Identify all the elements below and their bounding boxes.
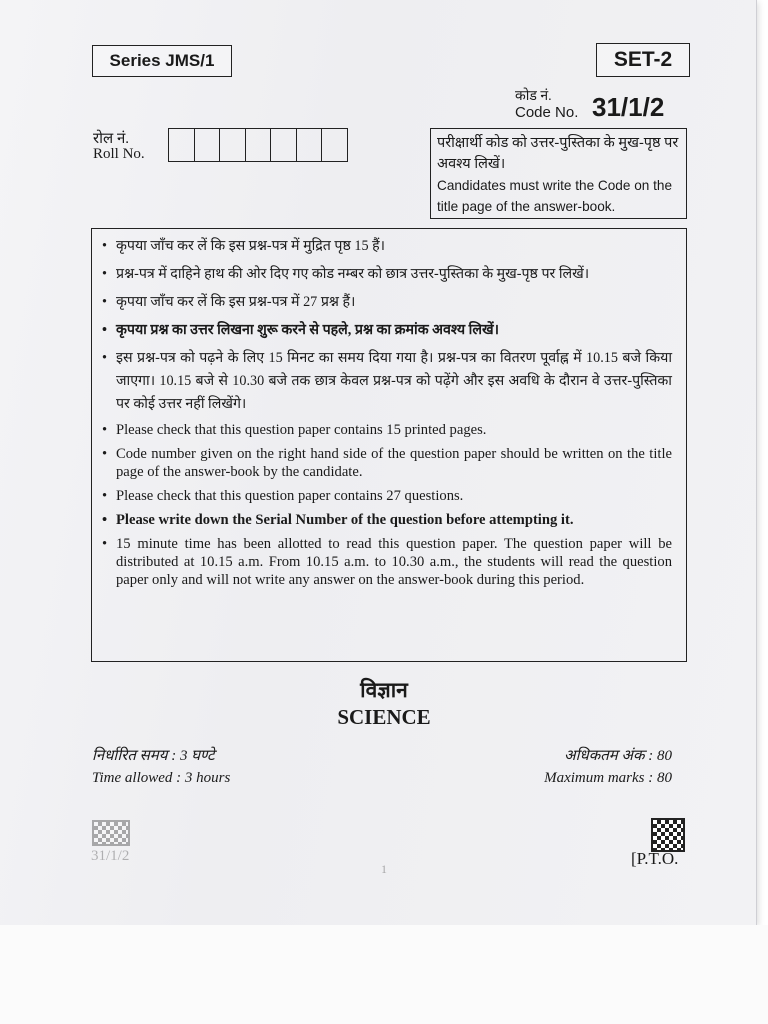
page-number: 1 — [381, 862, 387, 876]
subject-title-hindi: विज्ञान — [360, 678, 408, 702]
footer-code: 31/1/2 — [91, 848, 130, 864]
instruction-hindi-2: • प्रश्न-पत्र में दाहिने हाथ की ओर दिए गए कोड नम्बर को छात्र उत्तर-पुस्तिका के मुख-पृष्ठ पर लिखें। — [102, 263, 672, 286]
background-surface — [0, 925, 768, 1024]
qr-code-icon — [92, 820, 130, 846]
roll-label-hindi: रोल नं. — [93, 131, 130, 147]
subject-title-english: SCIENCE — [337, 705, 431, 729]
roll-number-box — [297, 129, 323, 161]
candidate-note-hindi: परीक्षार्थी कोड को उत्तर-पुस्तिका के मुख-पृष्ठ पर अवश्य लिखें। — [437, 135, 679, 172]
qr-code-icon — [651, 818, 685, 852]
roll-label-english: Roll No. — [93, 146, 145, 162]
set-label: SET-2 — [596, 43, 690, 77]
instruction-hindi-5: • इस प्रश्न-पत्र को पढ़ने के लिए 15 मिनट का समय दिया गया है। प्रश्न-पत्र का वितरण पूर्वाह्न में 10.15 बजे किया जाएगा। 10.15 बजे से 10.30 बजे तक छात्र केवल प्रश्न-पत्र को पढ़ेंगे और इस अवधि के दौरान वे उत्तर-पुस्तिका पर कोई उत्तर नहीं लिखेंगे। — [102, 347, 672, 416]
instructions-box — [91, 228, 687, 662]
roll-number-box — [195, 129, 221, 161]
instruction-hindi-4: • कृपया प्रश्न का उत्तर लिखना शुरू करने से पहले, प्रश्न का क्रमांक अवश्य लिखें। — [102, 319, 672, 342]
instruction-english-2: • Code number given on the right hand side of the question paper should be written on the title page of the answer-book by the candidate. — [102, 445, 672, 481]
instruction-english-4: • Please write down the Serial Number of the question before attempting it. — [102, 511, 672, 529]
candidate-note-english: Candidates must write the Code on the title page of the answer-book. — [437, 178, 673, 214]
instruction-hindi-1: • कृपया जाँच कर लें कि इस प्रश्न-पत्र में मुद्रित पृष्ठ 15 हैं। — [102, 235, 672, 258]
roll-number-box — [322, 129, 347, 161]
instruction-english-3: • Please check that this question paper contains 27 questions. — [102, 487, 672, 505]
pto-label: [P.T.O. — [631, 849, 679, 868]
code-label-hindi: कोड नं. — [515, 89, 552, 104]
series-label: Series JMS/1 — [92, 45, 232, 77]
time-allowed-english: Time allowed : 3 hours — [92, 770, 231, 786]
code-label-english: Code No. — [515, 104, 579, 121]
roll-number-box — [220, 129, 246, 161]
instruction-english-1: • Please check that this question paper contains 15 printed pages. — [102, 421, 672, 439]
roll-number-box — [246, 129, 272, 161]
time-allowed-hindi: निर्धारित समय : 3 घण्टे — [92, 748, 215, 764]
maximum-marks-english: Maximum marks : 80 — [544, 770, 672, 786]
roll-number-box — [169, 129, 195, 161]
code-number: 31/1/2 — [592, 92, 665, 122]
roll-number-box — [271, 129, 297, 161]
instruction-hindi-3: • कृपया जाँच कर लें कि इस प्रश्न-पत्र में 27 प्रश्न हैं। — [102, 291, 672, 314]
instruction-english-5: • 15 minute time has been allotted to read this question paper. The question paper will be distributed at 10.15 a.m. From 10.15 a.m. to 10.30 a.m., the students will read the question paper only and will not write any answer on the answer-book during this period. — [102, 535, 672, 589]
maximum-marks-hindi: अधिकतम अंक : 80 — [564, 748, 672, 764]
roll-number-boxes — [168, 128, 348, 162]
candidate-code-note — [430, 128, 687, 219]
